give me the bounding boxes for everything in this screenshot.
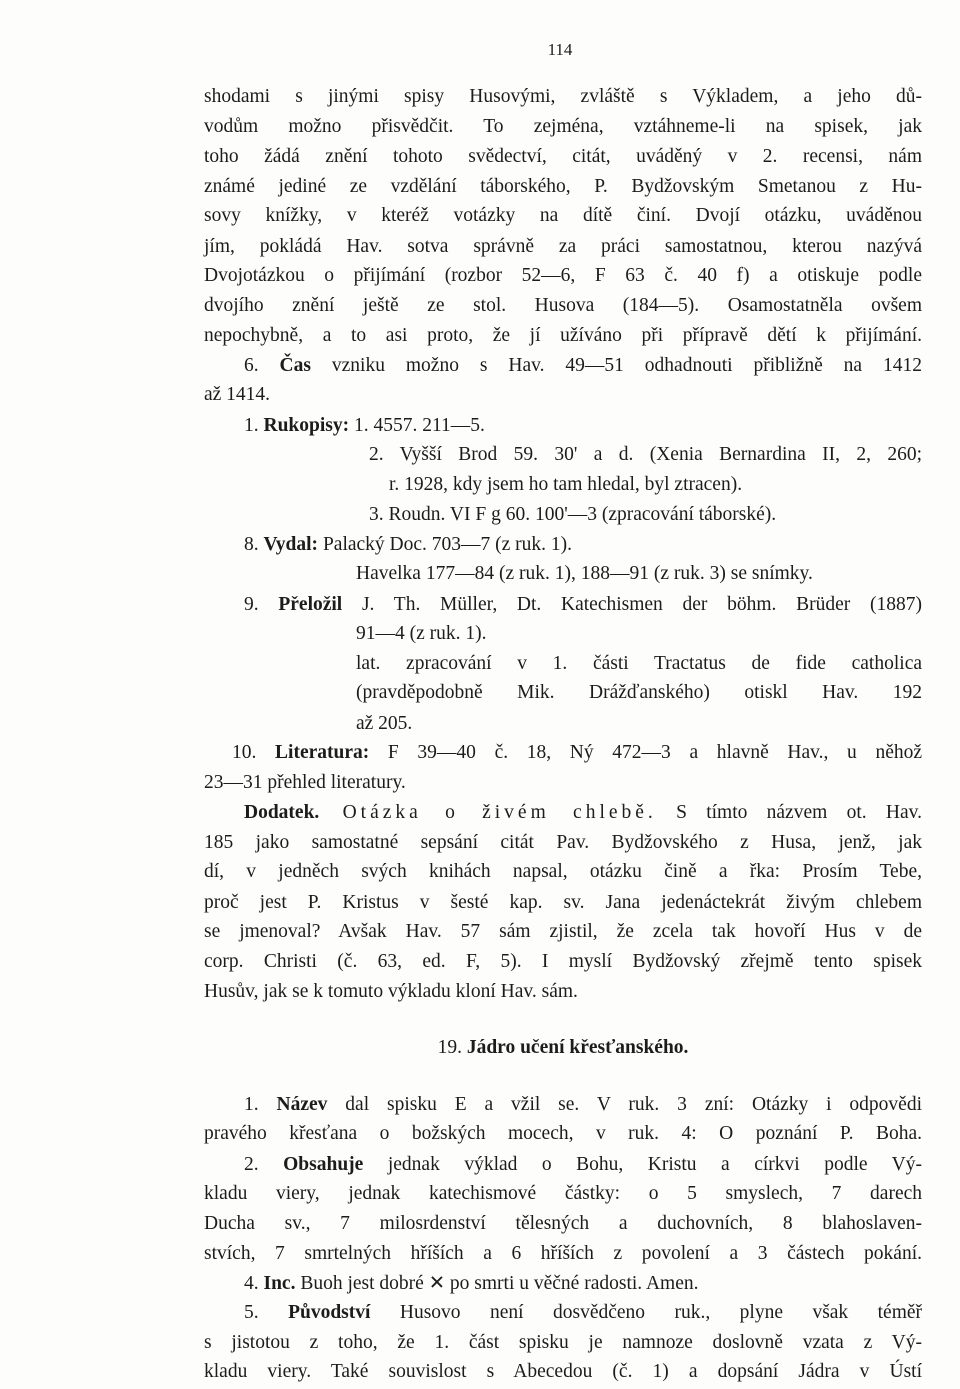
item-label: Původství <box>288 1302 371 1323</box>
item-literatura <box>232 739 922 766</box>
text-line: Ducha sv., 7 milosrdenství tělesných a duchovních, 8 blahoslaven- <box>204 1213 922 1234</box>
text-line: až 1414. <box>204 384 271 405</box>
text-line: r. 1928, kdy jsem ho tam hledal, byl ztracen). <box>389 474 743 495</box>
text-line: dvojího znění ještě ze stol. Husova (184—5). Osamostatněla ovšem <box>204 295 922 316</box>
page-number: 114 <box>547 40 573 59</box>
text-line: shodami s jinými spisy Husovými, zvláště s Výkladem, a jeho dů- <box>204 86 922 107</box>
text-line: Husův, jak se k tomuto výkladu kloní Hav. sám. <box>204 981 578 1002</box>
dodatek-title: Otázka o živém chlebě. <box>319 802 657 823</box>
item-text: F 39—40 č. 18, Ný 472—3 a hlavně Hav., u něhož <box>369 742 923 763</box>
text-line: toho žádá znění tohoto svědectví, citát, uváděný v 2. recensi, nám <box>204 146 922 167</box>
item-label: Obsahuje <box>283 1154 364 1175</box>
text-line: Havelka 177—84 (z ruk. 1), 188—91 (z ruk. 3) se snímky. <box>356 563 813 584</box>
item-text: 1. 4557. 211—5. <box>349 415 485 436</box>
text-line: corp. Christi (č. 63, ed. F, 5). I myslí Bydžovský zřejmě tento spisek <box>204 951 922 972</box>
item-puvodstvi <box>244 1299 922 1326</box>
text-line: kladu viery. Také souvislost s Abecedou (č. 1) a dopsání Jádra v Ústí <box>204 1361 922 1382</box>
text-line: pravého křesťana o božských mocech, v ruk. 4: O poznání P. Boha. <box>204 1123 922 1144</box>
text-line: 2. Vyšší Brod 59. 30' a d. (Xenia Bernardina II, 2, 260; <box>369 444 922 465</box>
item-text: S tímto názvem ot. Hav. <box>656 802 922 823</box>
item-text: dal spisku E a vžil se. V ruk. 3 zní: Otázky i odpovědi <box>327 1094 923 1115</box>
item-label: Název <box>276 1094 328 1115</box>
item-label: Literatura: <box>275 742 370 763</box>
text-line: kladu viery, jednak katechismové částky: o 5 smyslech, 7 darech <box>204 1183 922 1204</box>
item-label: Čas <box>279 355 311 376</box>
item-text: Husovo není dosvědčeno ruk., plyne však téměř <box>370 1302 923 1323</box>
text-line: nepochybně, a to asi proto, že jí užíváno při přípravě dětí k přijímání. <box>204 325 922 346</box>
item-label: Přeložil <box>278 594 343 615</box>
item-text: Palacký Doc. 703—7 (z ruk. 1). <box>318 534 573 555</box>
item-rukopisy <box>244 412 960 439</box>
item-label: Rukopisy: <box>263 415 350 436</box>
text-line: vodům možno přisvědčit. To zejména, vztáhneme-li na spisek, jak <box>204 116 922 137</box>
text-line: (pravděpodobně Mik. Drážďanského) otiskl Hav. 192 <box>356 682 922 703</box>
section-heading <box>204 1034 922 1061</box>
text-line: dí, v jedněch svých knihách napsal, otázku čině a řka: Prosím Tebe, <box>204 861 922 882</box>
item-text: jednak výklad o Bohu, Kristu a církvi podle Vý- <box>363 1154 923 1175</box>
item-text: J. Th. Müller, Dt. Katechismen der böhm. Brüder (1887) <box>342 594 923 615</box>
item-number: 8. <box>244 534 259 555</box>
text-line: 185 jako samostatné sepsání citát Pav. Bydžovského z Husa, jenž, jak <box>204 832 922 853</box>
text-line: 23—31 přehled literatury. <box>204 772 406 793</box>
text-line: Dvojotázkou o přijímání (rozbor 52—6, F 63 č. 40 f) a otiskuje podle <box>204 265 922 286</box>
item-number: 4. <box>244 1273 259 1294</box>
item-vydal <box>244 531 960 558</box>
text-line: jím, pokládá Hav. sotva správně za práci samostatnou, kterou nazývá <box>204 236 922 257</box>
text-line: sovy knížky, v kteréž votázky na dítě činí. Dvojí otázku, uváděnou <box>204 205 922 226</box>
item-text: vzniku možno s Hav. 49—51 odhadnouti přibližně na 1412 <box>310 355 922 376</box>
section-number: 19. <box>437 1037 462 1058</box>
text-line: lat. zpracování v 1. části Tractatus de fide catholica <box>356 653 922 674</box>
text-line: až 205. <box>356 713 413 734</box>
dodatek <box>244 799 922 826</box>
item-number: 1. <box>244 415 259 436</box>
item-number: 2. <box>244 1154 259 1175</box>
item-text: Buoh jest dobré ✕ po smrti u věčné radosti. Amen. <box>295 1273 699 1294</box>
text-line: známé jediné ze vzdělání táborského, P. Bydžovským Smetanou z Hu- <box>204 176 922 197</box>
text-line: stvích, 7 smrtelných hříších a 6 hříších z povolení a 3 částech pokání. <box>204 1243 922 1264</box>
text-line: proč jest P. Kristus v šesté kap. sv. Jana jedenáctekrát živým chlebem <box>204 892 922 913</box>
section-title: Jádro učení křesťanského. <box>466 1037 689 1058</box>
dodatek-label: Dodatek. <box>244 802 320 823</box>
item-number: 5. <box>244 1302 259 1323</box>
item-number: 1. <box>244 1094 259 1115</box>
item-label: Vydal: <box>263 534 319 555</box>
text-line: 3. Roudn. VI F g 60. 100'—3 (zpracování táborské). <box>369 504 777 525</box>
item-number: 9. <box>244 594 259 615</box>
item-obsahuje <box>244 1151 922 1178</box>
item-nazev <box>244 1091 922 1118</box>
item-inc <box>244 1270 960 1297</box>
item-number: 6. <box>244 355 259 376</box>
item-prelozil <box>244 591 922 618</box>
item-cas <box>244 352 922 379</box>
text-line: s jistotou z toho, že 1. část spisku je namnoze doslovně vzata z Vý- <box>204 1332 922 1353</box>
item-number: 10. <box>232 742 257 763</box>
text-line: 91—4 (z ruk. 1). <box>356 623 487 644</box>
item-label: Inc. <box>263 1273 296 1294</box>
text-line: se jmenoval? Avšak Hav. 57 sám zjistil, že zcela tak hovoří Hus v de <box>204 921 922 942</box>
